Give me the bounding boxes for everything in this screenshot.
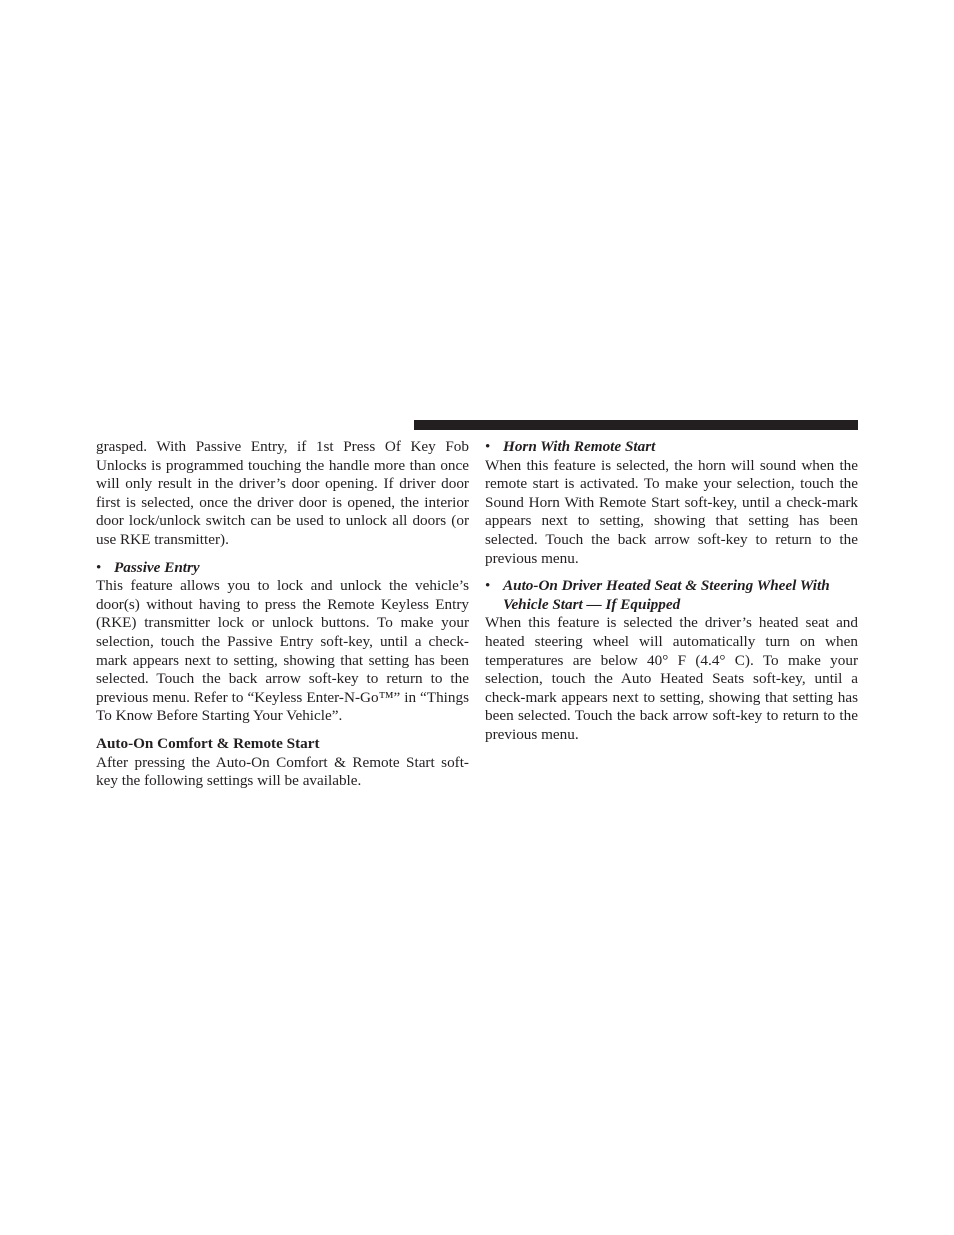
passive-entry-body: This feature allows you to lock and unlock the vehicle’s door(s) without having to press the Remote Keyless Entry (RKE) transmitter lock or unlock buttons. To make your selection, touch the Passive Entry soft-key, until a check-mark appears next to setting, showing that setting has been selected. Touch the back arrow soft-key to return to the previous menu. Refer to “Keyless Enter-N-Go™” in “Things To Know Before Starting Your Vehicle”. xyxy=(96,577,469,725)
bullet-horn xyxy=(485,438,858,457)
heated-body: When this feature is selected the driver’s heated seat and heated steering wheel will automatically turn on when temperatures are below 40° F (4.4° C). To make your selection, touch the Auto Heated Seats soft-key, until a check-mark appears next to setting, showing that setting has been selected. Touch the back arrow soft-key to return to the previous menu. xyxy=(485,614,858,743)
bullet-heated xyxy=(485,577,858,614)
auto-on-body: After pressing the Auto-On Comfort & Remote Start soft-key the following settings will be available. xyxy=(96,753,469,790)
right-column xyxy=(485,438,858,745)
bullet-icon: • xyxy=(485,438,491,455)
bullet-icon: • xyxy=(96,558,102,576)
left-column xyxy=(96,438,469,791)
passive-entry-heading: Passive Entry xyxy=(114,558,200,576)
auto-on-heading: Auto-On Comfort & Remote Start xyxy=(96,734,320,752)
bullet-passive-entry xyxy=(96,559,469,578)
continued-paragraph: grasped. With Passive Entry, if 1st Press Of Key Fob Unlocks is programmed touching the handle more than once will only result in the driver’s door opening. If driver door first is selected, once the driver door is opened, the interior door lock/unlock switch can be used to unlock all doors (or use RKE transmitter). xyxy=(96,438,469,548)
horn-heading: Horn With Remote Start xyxy=(503,438,656,455)
heated-heading: Auto-On Driver Heated Seat & Steering Wheel With Vehicle Start — If Equipped xyxy=(503,577,830,613)
bullet-icon: • xyxy=(485,577,491,595)
header-bar xyxy=(414,420,858,430)
horn-body: When this feature is selected, the horn will sound when the remote start is activated. To make your selection, touch the Sound Horn With Remote Start soft-key, until a check-mark appears next to setting, showing that setting has been selected. Touch the back arrow soft-key to return to the previous menu. xyxy=(485,456,858,567)
